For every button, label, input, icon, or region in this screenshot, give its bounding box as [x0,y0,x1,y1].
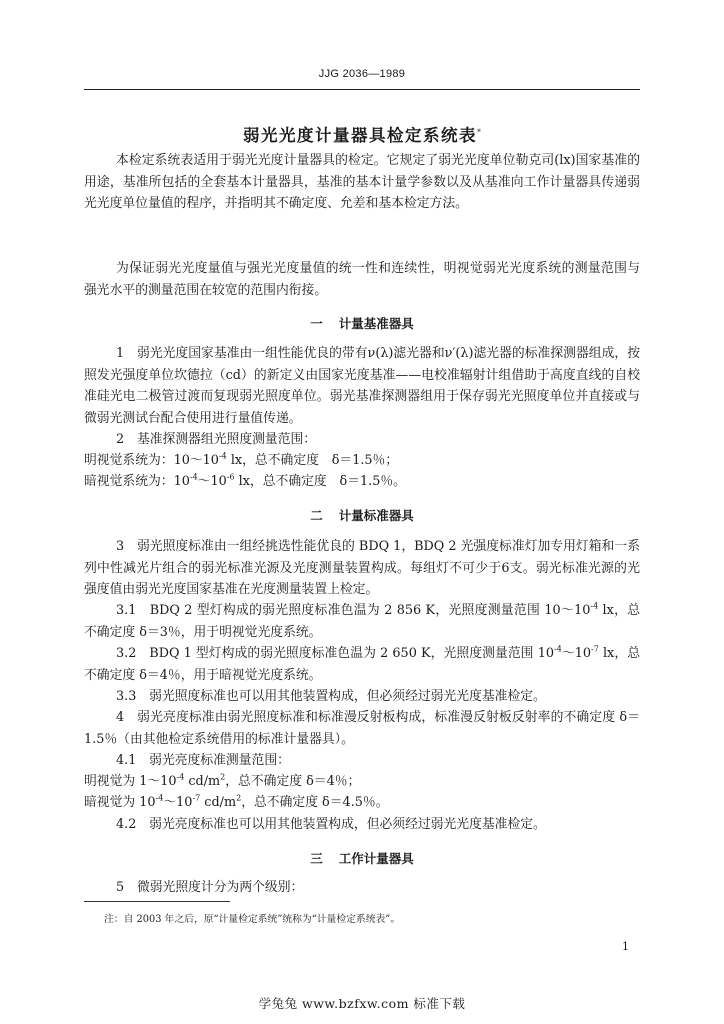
section-number: 一 [310,316,323,331]
section-number: 三 [310,851,323,866]
document-title [0,122,724,146]
intro-paragraph-1: 本检定系统表适用于弱光光度计量器具的检定。它规定了弱光光度单位勒克司(lx)国家基准的用途，基准所包括的全套基本计量器具，基准的基本计量学参数以及从基准向工作计量器具传递弱光光度单位量值的程序，并指明其不确定度、允差和基本检定方法。 [84,153,640,211]
luminance-scotopic: 暗视觉为 $10^{-4}\sim 10^{-7}$ $cd/m^2$，总不确定度 δ＝4.5％。 [84,793,389,810]
page-number: 1 [622,940,629,953]
title-note-mark: * [477,127,481,137]
range-scotopic: 暗视觉系统为：$10^{-4}\sim 10^{-6}$ lx，总不确定度 δ＝1.5％。 [84,472,406,489]
paragraph-3-1: 3.1 BDQ 2 型灯构成的弱光照度标准色温为 2 856 K，光照度测量范围 $10\sim 10^{-4}$ lx，总不确定度 δ＝3％，用于明视觉光度系统。 [84,601,640,640]
paragraph-3-2: 3.2 BDQ 1 型灯构成的弱光照度标准色温为 2 650 K，光照度测量范围 $10^{-4}\sim 10^{-7}$ lx，总不确定度 δ＝4％，用于暗视觉光度系统。 [84,644,640,683]
paragraph-1: 1 弱光光度国家基准由一组性能优良的带有ν(λ)滤光器和ν′(λ)滤光器的标准探测器组成，按照发光强度单位坎德拉（cd）的新定义由国家光度基准——电校准辐射计组借助于高度直线的自校准硅光电二极管过渡而复现弱光照度单位。弱光基准探测器组用于保存弱光光照度单位并直接或与微弱光测试台配合使用进行量值传递。 [84,346,640,426]
paragraph-5: 5 微弱光照度计分为两个级别： [116,880,304,895]
paragraph-4-1: 4.1 弱光亮度标准测量范围： [116,753,290,768]
intro-paragraph-2: 为保证弱光光度量值与强光光度量值的统一性和连续性，明视觉弱光光度系统的测量范围与强光水平的测量范围在较宽的范围内衔接。 [84,261,640,298]
paragraph-2: 2 基准探测器组光照度测量范围： [116,432,317,447]
range-photopic: 明视觉系统为：$10\sim 10^{-4}$ lx，总不确定度 δ＝1.5％； [84,451,399,468]
section-heading-2 [0,506,724,524]
paragraph-4: 4 弱光亮度标准由弱光照度标准和标准漫反射板构成，标准漫反射板反射率的不确定度 δ＝1.5％（由其他检定系统借用的标准计量器具）。 [84,710,640,747]
section-title: 计量标准器具 [338,508,414,523]
title-text: 弱光光度计量器具检定系统表 [243,126,477,145]
section-number: 二 [310,508,323,523]
section-title: 工作计量器具 [338,851,414,866]
section-heading-1 [0,314,724,332]
paragraph-3: 3 弱光照度标准由一组经挑选性能优良的 BDQ 1，BDQ 2 光强度标准灯加专用灯箱和一系列中性减光片组合的弱光标准光源及光度测量装置构成。每组灯不可少于6支。弱光标准光源的光强度值由弱光光度国家基准在光度测量装置上检定。 [84,539,640,597]
footnote-rule [84,901,230,902]
section-heading-3 [0,849,724,867]
document-code-header: JJG 2036—1989 [318,68,406,80]
footnote: 注：自 2003 年之后，原“计量检定系统”统称为“计量检定系统表”。 [104,914,401,925]
paragraph-4-2: 4.2 弱光亮度标准也可以用其他装置构成，但必须经过弱光光度基准检定。 [116,817,546,832]
section-title: 计量基准器具 [338,316,414,331]
paragraph-3-3: 3.3 弱光照度标准也可以用其他装置构成，但必须经过弱光光度基准检定。 [116,689,546,704]
watermark-text: 学兔兔 www.bzfxw.com 标准下载 [258,996,466,1011]
header-rule [84,89,640,90]
luminance-photopic: 明视觉为 $1\sim 10^{-4}$ $cd/m^2$，总不确定度 δ＝4％； [84,772,361,789]
